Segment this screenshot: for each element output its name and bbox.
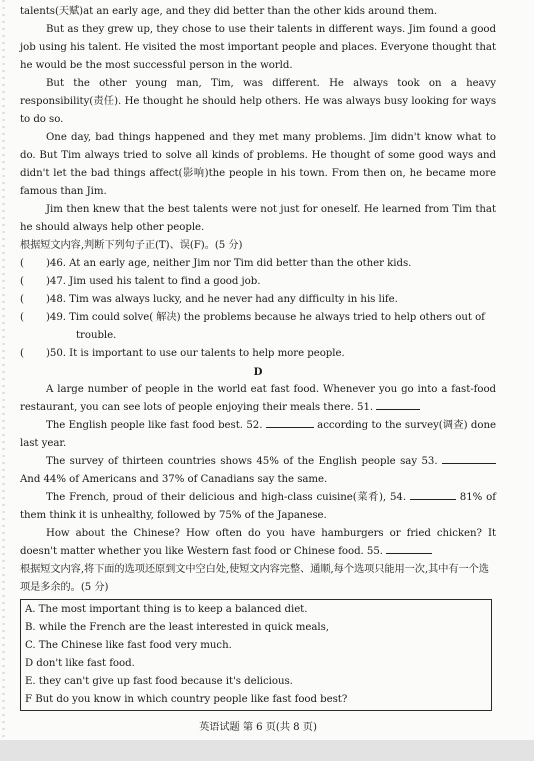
passage-d-text: The English people like fast food best. 52. [46,420,263,431]
tf-question-49-continuation: trouble. [76,330,117,341]
page-bottom-band [0,740,534,761]
blank-52[interactable] [266,417,314,428]
tf-question-49 [20,309,496,327]
answer-paren: ( [20,258,24,269]
passage-d-paragraph-4 [20,489,496,525]
passage-d-text: 81% of them think it is unhealthy, followed by 75% of the Japanese. [20,492,496,521]
blank-51[interactable] [376,399,420,410]
passage-c-line1: talents(天赋)at an early age, and they did better than the other kids around them. [20,6,438,17]
answer-paren: ( [20,294,24,305]
tf-instruction: 根据短文内容,判断下列句子正(T)、误(F)。(5 分) [20,240,243,251]
passage-d-paragraph-3 [20,453,496,489]
options-box [20,599,492,711]
answer-paren: ( [20,276,24,287]
passage-d-text: according to the survey(调查) done last year. [20,420,496,449]
page-content [20,3,496,737]
passage-d-text: The French, proud of their delicious and high-class cuisine(菜肴), 54. [46,492,407,503]
option-f: F But do you know in which country people like fast food best? [25,694,348,705]
passage-d-text: And 44% of Americans and 37% of Canadians say the same. [20,474,328,485]
page-footer: 英语试题 第 6 页(共 8 页) [199,722,317,733]
passage-d-paragraph-5 [20,525,496,561]
blank-53[interactable] [442,453,496,464]
blank-55[interactable] [386,543,432,554]
option-c: C. The Chinese like fast food very much. [25,640,232,651]
option-d: D don't like fast food. [25,658,135,669]
tf-question-47 [20,273,496,291]
answer-paren: ( [20,348,24,359]
answer-paren: ( [20,312,24,323]
blank-54[interactable] [410,489,456,500]
passage-d-text: How about the Chinese? How often do you have hamburgers or fried chicken? It doesn't matter whether you like Western fast food or Chinese food. 55. [20,528,496,557]
option-b: B. while the French are the least interested in quick meals, [25,622,329,633]
tf-question-50 [20,345,496,363]
section-d-title: D [253,366,263,378]
passage-d-paragraph-2 [20,417,496,453]
tf-question-text: )46. At an early age, neither Jim nor Tim did better than the other kids. [46,258,412,269]
passage-d-text: A large number of people in the world eat fast food. Whenever you go into a fast-food restaurant, you can see lots of people enjoying their meals there. 51. [20,384,496,413]
tf-question-text: )49. Tim could solve( 解决) the problems because he always tried to help others out of [46,312,485,323]
tf-question-text: )47. Jim used his talent to find a good job. [46,276,261,287]
passage-c-paragraph-3: But the other young man, Tim, was different. He always took on a heavy responsibility(责任). He thought he should help others. He was always busy looking for ways to do so. [20,78,496,125]
option-e: E. they can't give up fast food because it's delicious. [25,676,293,687]
option-a: A. The most important thing is to keep a balanced diet. [25,604,308,615]
passage-c-paragraph-5: Jim then knew that the best talents were not just for oneself. He learned from Tim that he should always help other people. [20,204,496,233]
passage-d-text: The survey of thirteen countries shows 45% of the English people say 53. [46,456,438,467]
binding-margin [2,0,5,740]
passage-c-paragraph-4: One day, bad things happened and they met many problems. Jim didn't know what to do. But Tim always tried to solve all kinds of problems. He thought of some good ways and didn't let the bad things affect(影响)the people in his town. From then on, he became more famous than Jim. [20,132,496,197]
tf-question-46 [20,255,496,273]
tf-question-text: )50. It is important to use our talents to help more people. [46,348,345,359]
tf-question-48 [20,291,496,309]
tf-question-text: )48. Tim was always lucky, and he never had any difficulty in his life. [46,294,398,305]
passage-c-paragraph-2: But as they grew up, they chose to use their talents in different ways. Jim found a good job using his talent. He visited the most important people and places. Everyone thought that he would be the most successful person in the world. [20,24,496,71]
section-d-instruction: 根据短文内容,将下面的选项还原到文中空白处,使短文内容完整、通顺,每个选项只能用一次,其中有一个选项是多余的。(5 分) [20,564,489,593]
passage-d-paragraph-1 [20,381,496,417]
